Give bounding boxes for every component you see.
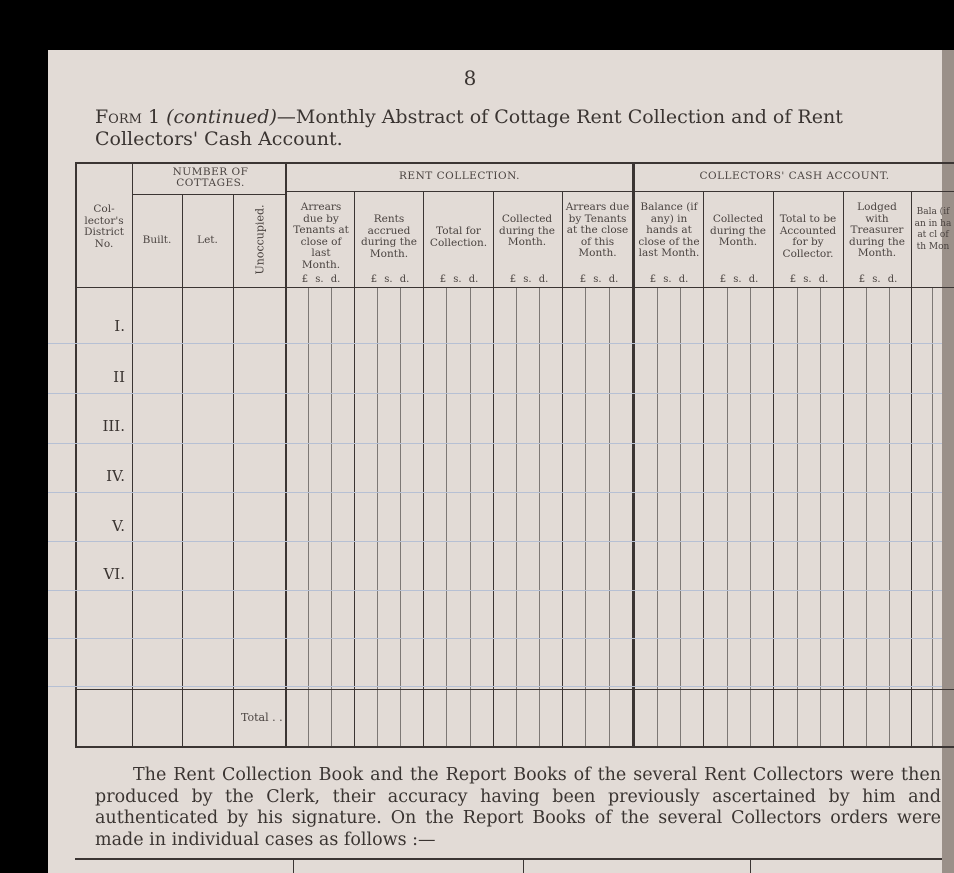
next-table-divider <box>523 858 524 873</box>
form-title <box>95 106 941 150</box>
group-header-collectors-cash-account: COLLECTORS' CASH ACCOUNT. <box>699 170 890 182</box>
row-label-district: IV. <box>106 467 125 485</box>
lsd-label: £ s. d. <box>858 274 898 285</box>
col-header-arrears-this-month: Arrears due by Tenants at the close of this Month. <box>565 201 630 259</box>
ruled-line <box>48 492 942 493</box>
col-header-built: Built. <box>142 234 172 246</box>
col-header-total-to-be-accounted: Total to be Accounted for by Collector. <box>779 213 837 260</box>
row-label-district: III. <box>102 417 125 435</box>
paragraph-text: The Rent Collection Book and the Report Books of the several Rent Collectors were then produced by the Clerk, their accuracy having been previously ascertained by him and authenticated by his signature. On the Report Books of the several Collectors orders were made in individual cases as follows :— <box>95 765 941 850</box>
total-row-label: Total . . <box>241 711 283 724</box>
ruled-line <box>48 541 942 542</box>
next-table-top-border <box>75 858 942 860</box>
col-header-balance-partial: Bala (if an in ha at cl of th Mon <box>914 207 952 252</box>
lsd-label: £ s. d. <box>719 274 759 285</box>
lsd-label: £ s. d. <box>370 274 410 285</box>
title-rest: —Monthly Abstract of Cottage Rent Collection and of Rent Collectors' Cash Account. <box>95 106 843 150</box>
col-header-balance-in-hands: Balance (if any) in hands at close of the last Month. <box>638 201 700 259</box>
col-header-collected-rent: Collected during the Month. <box>499 213 555 248</box>
ruled-line <box>48 443 942 444</box>
col-header-unoccupied: Unoccupied. <box>253 204 267 275</box>
lsd-label: £ s. d. <box>509 274 549 285</box>
ruled-line <box>48 686 942 687</box>
lsd-label: £ s. d. <box>439 274 479 285</box>
lsd-label: £ s. d. <box>789 274 829 285</box>
col-header-rents-accrued: Rents accrued during the Month. <box>361 213 417 260</box>
page-number: 8 <box>463 66 477 90</box>
col-header-collected-cash: Collected during the Month. <box>710 213 766 248</box>
col-header-total-for-collection: Total for Collection. <box>429 225 488 249</box>
ruled-line <box>48 393 942 394</box>
continued-label: (continued) <box>166 106 277 128</box>
lsd-label: £ s. d. <box>649 274 689 285</box>
group-header-number-of-cottages: NUMBER OF COTTAGES. <box>172 166 249 189</box>
row-label-district: II <box>113 368 125 386</box>
group-header-rent-collection: RENT COLLECTION. <box>399 170 520 182</box>
row-label-district: V. <box>112 517 125 535</box>
col-header-district: Col-lector's District No. <box>84 203 124 250</box>
col-header-let: Let. <box>197 234 218 246</box>
ruled-line <box>48 343 942 344</box>
body-paragraph <box>95 765 941 851</box>
ruled-line <box>48 638 942 639</box>
abstract-table <box>75 162 954 750</box>
lsd-label: £ s. d. <box>579 274 619 285</box>
row-label-district: VI. <box>103 565 125 583</box>
col-header-lodged-with-treasurer: Lodged with Treasurer during the Month. <box>849 201 905 259</box>
lsd-label: £ s. d. <box>301 274 341 285</box>
next-table-divider <box>750 858 751 873</box>
form-label: Form 1 <box>95 106 161 128</box>
next-table-divider <box>293 858 294 873</box>
col-header-arrears-last-month: Arrears due by Tenants at close of last Month. <box>293 201 349 271</box>
row-label-district: I. <box>114 317 125 335</box>
ruled-line <box>48 590 942 591</box>
